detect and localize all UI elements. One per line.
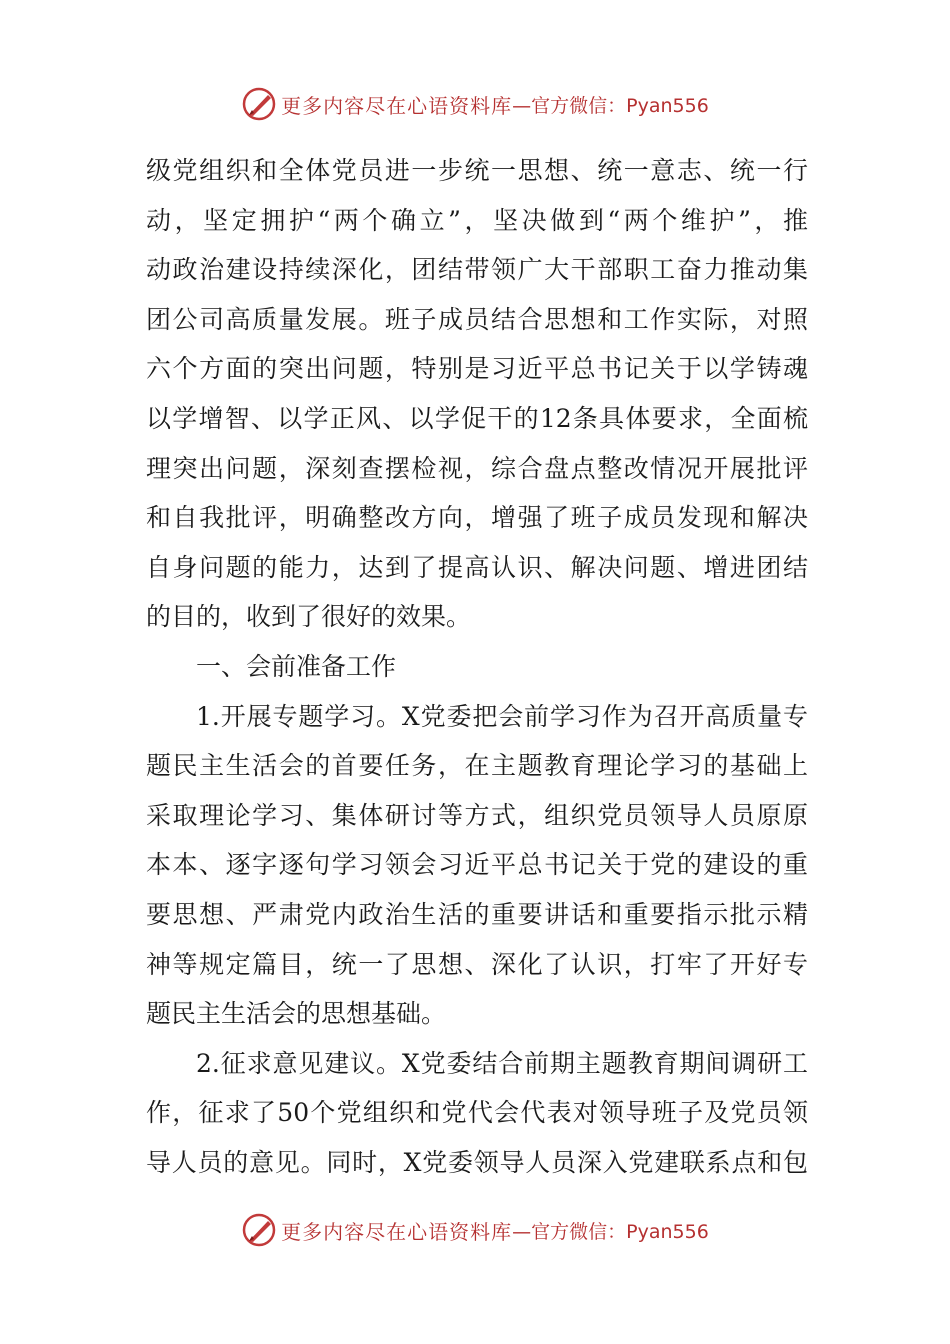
body-line: 题民主生活会的首要任务，在主题教育理论学习的基础上 — [146, 751, 808, 781]
body-line: 级党组织和全体党员进一步统一思想、统一意志、统一行 — [146, 156, 808, 185]
document-body — [146, 146, 808, 1187]
body-line: 和自我批评，明确整改方向，增强了班子成员发现和解决 — [146, 503, 808, 533]
body-line: 动，坚定拥护“两个确立”，坚决做到“两个维护”，推 — [146, 205, 808, 235]
body-line: 动政治建设持续深化，团结带领广大干部职工奋力推动集 — [146, 255, 808, 285]
body-line: 1.开展专题学习。X党委把会前学习作为召开高质量专 — [196, 701, 808, 731]
body-line: 以学增智、以学正风、以学促干的12条具体要求，全面梳 — [146, 403, 808, 433]
body-line: 2.征求意见建议。X党委结合前期主题教育期间调研工 — [196, 1048, 808, 1078]
footer-watermark — [0, 1212, 950, 1248]
body-line: 六个方面的突出问题，特别是习近平总书记关于以学铸魂 — [146, 354, 808, 384]
quill-logo-icon — [241, 86, 277, 122]
body-line: 题民主生活会的思想基础。 — [146, 999, 447, 1029]
body-line: 的目的，收到了很好的效果。 — [146, 602, 472, 632]
body-line: 理突出问题，深刻查摆检视，综合盘点整改情况开展批评 — [146, 453, 808, 483]
watermark-title: 更多内容尽在心语资料库 — [281, 93, 513, 118]
quill-logo-icon — [241, 1212, 277, 1248]
body-line: 自身问题的能力，达到了提高认识、解决问题、增进团结 — [146, 552, 808, 582]
body-line: 本本、逐字逐句学习领会习近平总书记关于党的建设的重 — [146, 850, 808, 880]
watermark-title: 更多内容尽在心语资料库 — [281, 1219, 513, 1244]
body-line: 要思想、严肃党内政治生活的重要讲话和重要指示批示精 — [146, 899, 808, 929]
watermark-contact: —官方微信：Pyan556 — [512, 1220, 709, 1243]
body-line: 作，征求了50个党组织和党代会代表对领导班子及党员领 — [146, 1098, 808, 1128]
body-line: 采取理论学习、集体研讨等方式，组织党员领导人员原原 — [146, 800, 808, 830]
body-line: 团公司高质量发展。班子成员结合思想和工作实际，对照 — [146, 304, 808, 334]
body-line: 神等规定篇目，统一了思想、深化了认识，打牢了开好专 — [146, 949, 808, 979]
header-watermark — [0, 86, 950, 122]
watermark-contact: —官方微信：Pyan556 — [512, 94, 709, 117]
body-line: 导人员的意见。同时，X党委领导人员深入党建联系点和包 — [146, 1147, 808, 1177]
section-heading: 一、会前准备工作 — [196, 651, 397, 681]
